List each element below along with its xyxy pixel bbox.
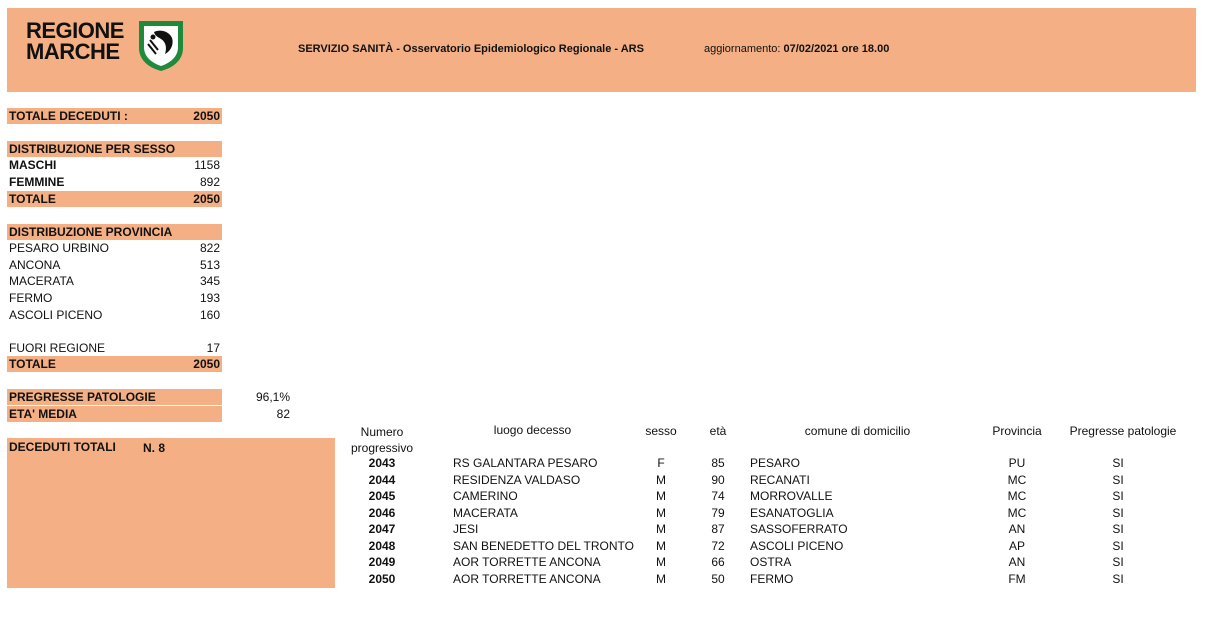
row-label: TOTALE: [9, 357, 56, 371]
cell-luogo: AOR TORRETTE ANCONA: [453, 555, 601, 569]
cell-patologie: SI: [1112, 472, 1124, 487]
cell-provincia: MC: [1007, 505, 1027, 520]
cell-patologie: SI: [1112, 522, 1124, 536]
row-label: TOTALE: [9, 192, 56, 206]
cell-provincia: AN: [1008, 555, 1026, 569]
cell-eta: 79: [711, 505, 725, 520]
cell-eta: 85: [711, 456, 725, 470]
row-value: 1158: [194, 158, 220, 172]
provincia-title-label: DISTRIBUZIONE PROVINCIA: [9, 225, 173, 239]
header-luogo: luogo decesso: [493, 423, 572, 437]
cell-comune: FERMO: [750, 571, 794, 586]
row-value: 193: [199, 291, 220, 305]
cell-luogo: RESIDENZA VALDASO: [453, 472, 581, 487]
row-label: ANCONA: [9, 258, 61, 272]
cell-numero: 2048: [368, 538, 396, 553]
cell-comune: PESARO: [750, 456, 801, 470]
row-label: MACERATA: [9, 274, 74, 288]
cell-numero: 2045: [368, 489, 396, 503]
cell-sesso: M: [656, 555, 666, 569]
row-label: FEMMINE: [9, 175, 65, 189]
cell-provincia: PU: [1008, 456, 1026, 470]
cell-comune: SASSOFERRATO: [750, 522, 848, 536]
cell-patologie: SI: [1112, 555, 1124, 569]
deceduti-totali-label: DECEDUTI TOTALI: [9, 440, 116, 454]
row-label: MASCHI: [9, 158, 57, 172]
header-provincia: Provincia: [992, 424, 1042, 438]
row-value: 2050: [193, 192, 220, 206]
cell-eta: 90: [711, 472, 725, 487]
provincia-row: [7, 273, 222, 289]
cell-sesso: M: [656, 505, 666, 520]
cell-luogo: JESI: [453, 522, 479, 536]
logo-line-1: REGIONE: [26, 18, 124, 43]
deceduti-totali-box: [7, 438, 335, 588]
header-comune: comune di domicilio: [804, 424, 911, 438]
cell-sesso: M: [656, 538, 666, 553]
row-label: ASCOLI PICENO: [9, 308, 103, 322]
cell-patologie: SI: [1112, 456, 1124, 470]
cell-numero: 2050: [368, 571, 396, 586]
eta-media-row: [7, 406, 222, 422]
sesso-title: [7, 141, 222, 157]
row-label: FERMO: [9, 291, 53, 305]
provincia-title: [7, 224, 222, 240]
cell-patologie: SI: [1112, 538, 1124, 553]
cell-comune: OSTRA: [750, 555, 792, 569]
provincia-row: [7, 240, 222, 256]
cell-numero: 2049: [368, 555, 396, 569]
cell-provincia: FM: [1008, 571, 1026, 586]
provincia-row: [7, 290, 222, 306]
provincia-row: [7, 307, 222, 323]
cell-sesso: M: [656, 571, 666, 586]
deceduti-totali-count: N. 8: [143, 441, 166, 455]
cell-numero: 2044: [368, 472, 396, 487]
update-label: aggiornamento:: [704, 43, 784, 55]
logo-line-2: MARCHE: [26, 39, 120, 64]
cell-eta: 50: [711, 571, 725, 586]
update-value: 07/02/2021 ore 18.00: [783, 43, 890, 55]
totale-deceduti-value: 2050: [193, 109, 220, 123]
cell-eta: 87: [711, 522, 725, 536]
row-label: ETA' MEDIA: [9, 407, 77, 421]
cell-sesso: F: [657, 456, 665, 470]
cell-patologie: SI: [1112, 489, 1124, 503]
cell-sesso: M: [656, 522, 666, 536]
cell-comune: MORROVALLE: [750, 489, 833, 503]
cell-luogo: SAN BENEDETTO DEL TRONTO: [453, 538, 634, 553]
patologie-value: 96,1%: [255, 390, 290, 404]
row-value: 345: [199, 274, 220, 288]
sesso-row-maschi: [7, 157, 222, 173]
header-sesso: sesso: [645, 424, 677, 438]
sesso-row-femmine: [7, 174, 222, 190]
cell-luogo: MACERATA: [453, 505, 518, 520]
cell-provincia: MC: [1007, 472, 1027, 487]
cell-luogo: AOR TORRETTE ANCONA: [453, 571, 601, 586]
cell-sesso: M: [656, 472, 666, 487]
header-numero: Numero progressivo: [350, 425, 414, 455]
cell-numero: 2043: [368, 456, 396, 470]
row-label: PESARO URBINO: [9, 241, 110, 255]
row-value: 892: [199, 175, 220, 189]
cell-eta: 66: [711, 555, 725, 569]
patologie-row: [7, 389, 222, 405]
row-label: FUORI REGIONE: [9, 341, 106, 355]
cell-comune: ESANATOGLIA: [750, 505, 834, 520]
totale-deceduti-row: [7, 108, 222, 124]
cell-luogo: CAMERINO: [453, 489, 518, 503]
regione-marche-logo: [26, 18, 188, 72]
cell-provincia: AP: [1008, 538, 1025, 553]
totale-deceduti-label: TOTALE DECEDUTI :: [9, 109, 128, 123]
sesso-title-label: DISTRIBUZIONE PER SESSO: [9, 142, 176, 156]
cell-comune: ASCOLI PICENO: [750, 538, 844, 553]
cell-sesso: M: [656, 489, 666, 503]
row-value: 513: [199, 258, 220, 272]
provincia-total-row: [7, 356, 222, 372]
cell-numero: 2047: [368, 522, 396, 536]
cell-luogo: RS GALANTARA PESARO: [453, 456, 598, 470]
update-info: [704, 43, 889, 55]
cell-patologie: SI: [1112, 571, 1124, 586]
cell-eta: 74: [711, 489, 725, 503]
cell-provincia: MC: [1007, 489, 1027, 503]
cell-patologie: SI: [1112, 505, 1124, 520]
provincia-row: [7, 257, 222, 273]
shield-icon: [136, 18, 186, 72]
cell-eta: 72: [711, 538, 725, 553]
cell-numero: 2046: [368, 505, 396, 520]
row-value: 2050: [193, 357, 220, 371]
row-value: 160: [199, 308, 220, 322]
cell-comune: RECANATI: [750, 472, 810, 487]
row-label: PREGRESSE PATOLOGIE: [9, 390, 156, 404]
header-eta: età: [709, 424, 727, 438]
service-title: SERVIZIO SANITÀ - Osservatorio Epidemiologico Regionale - ARS: [298, 43, 644, 55]
sesso-total-row: [7, 191, 222, 207]
eta-media-value: 82: [276, 407, 290, 421]
header-patologie: Pregresse patologie: [1069, 424, 1177, 438]
row-value: 822: [199, 241, 220, 255]
row-value: 17: [206, 341, 220, 355]
fuori-regione-row: [7, 340, 222, 356]
cell-provincia: AN: [1008, 522, 1026, 536]
